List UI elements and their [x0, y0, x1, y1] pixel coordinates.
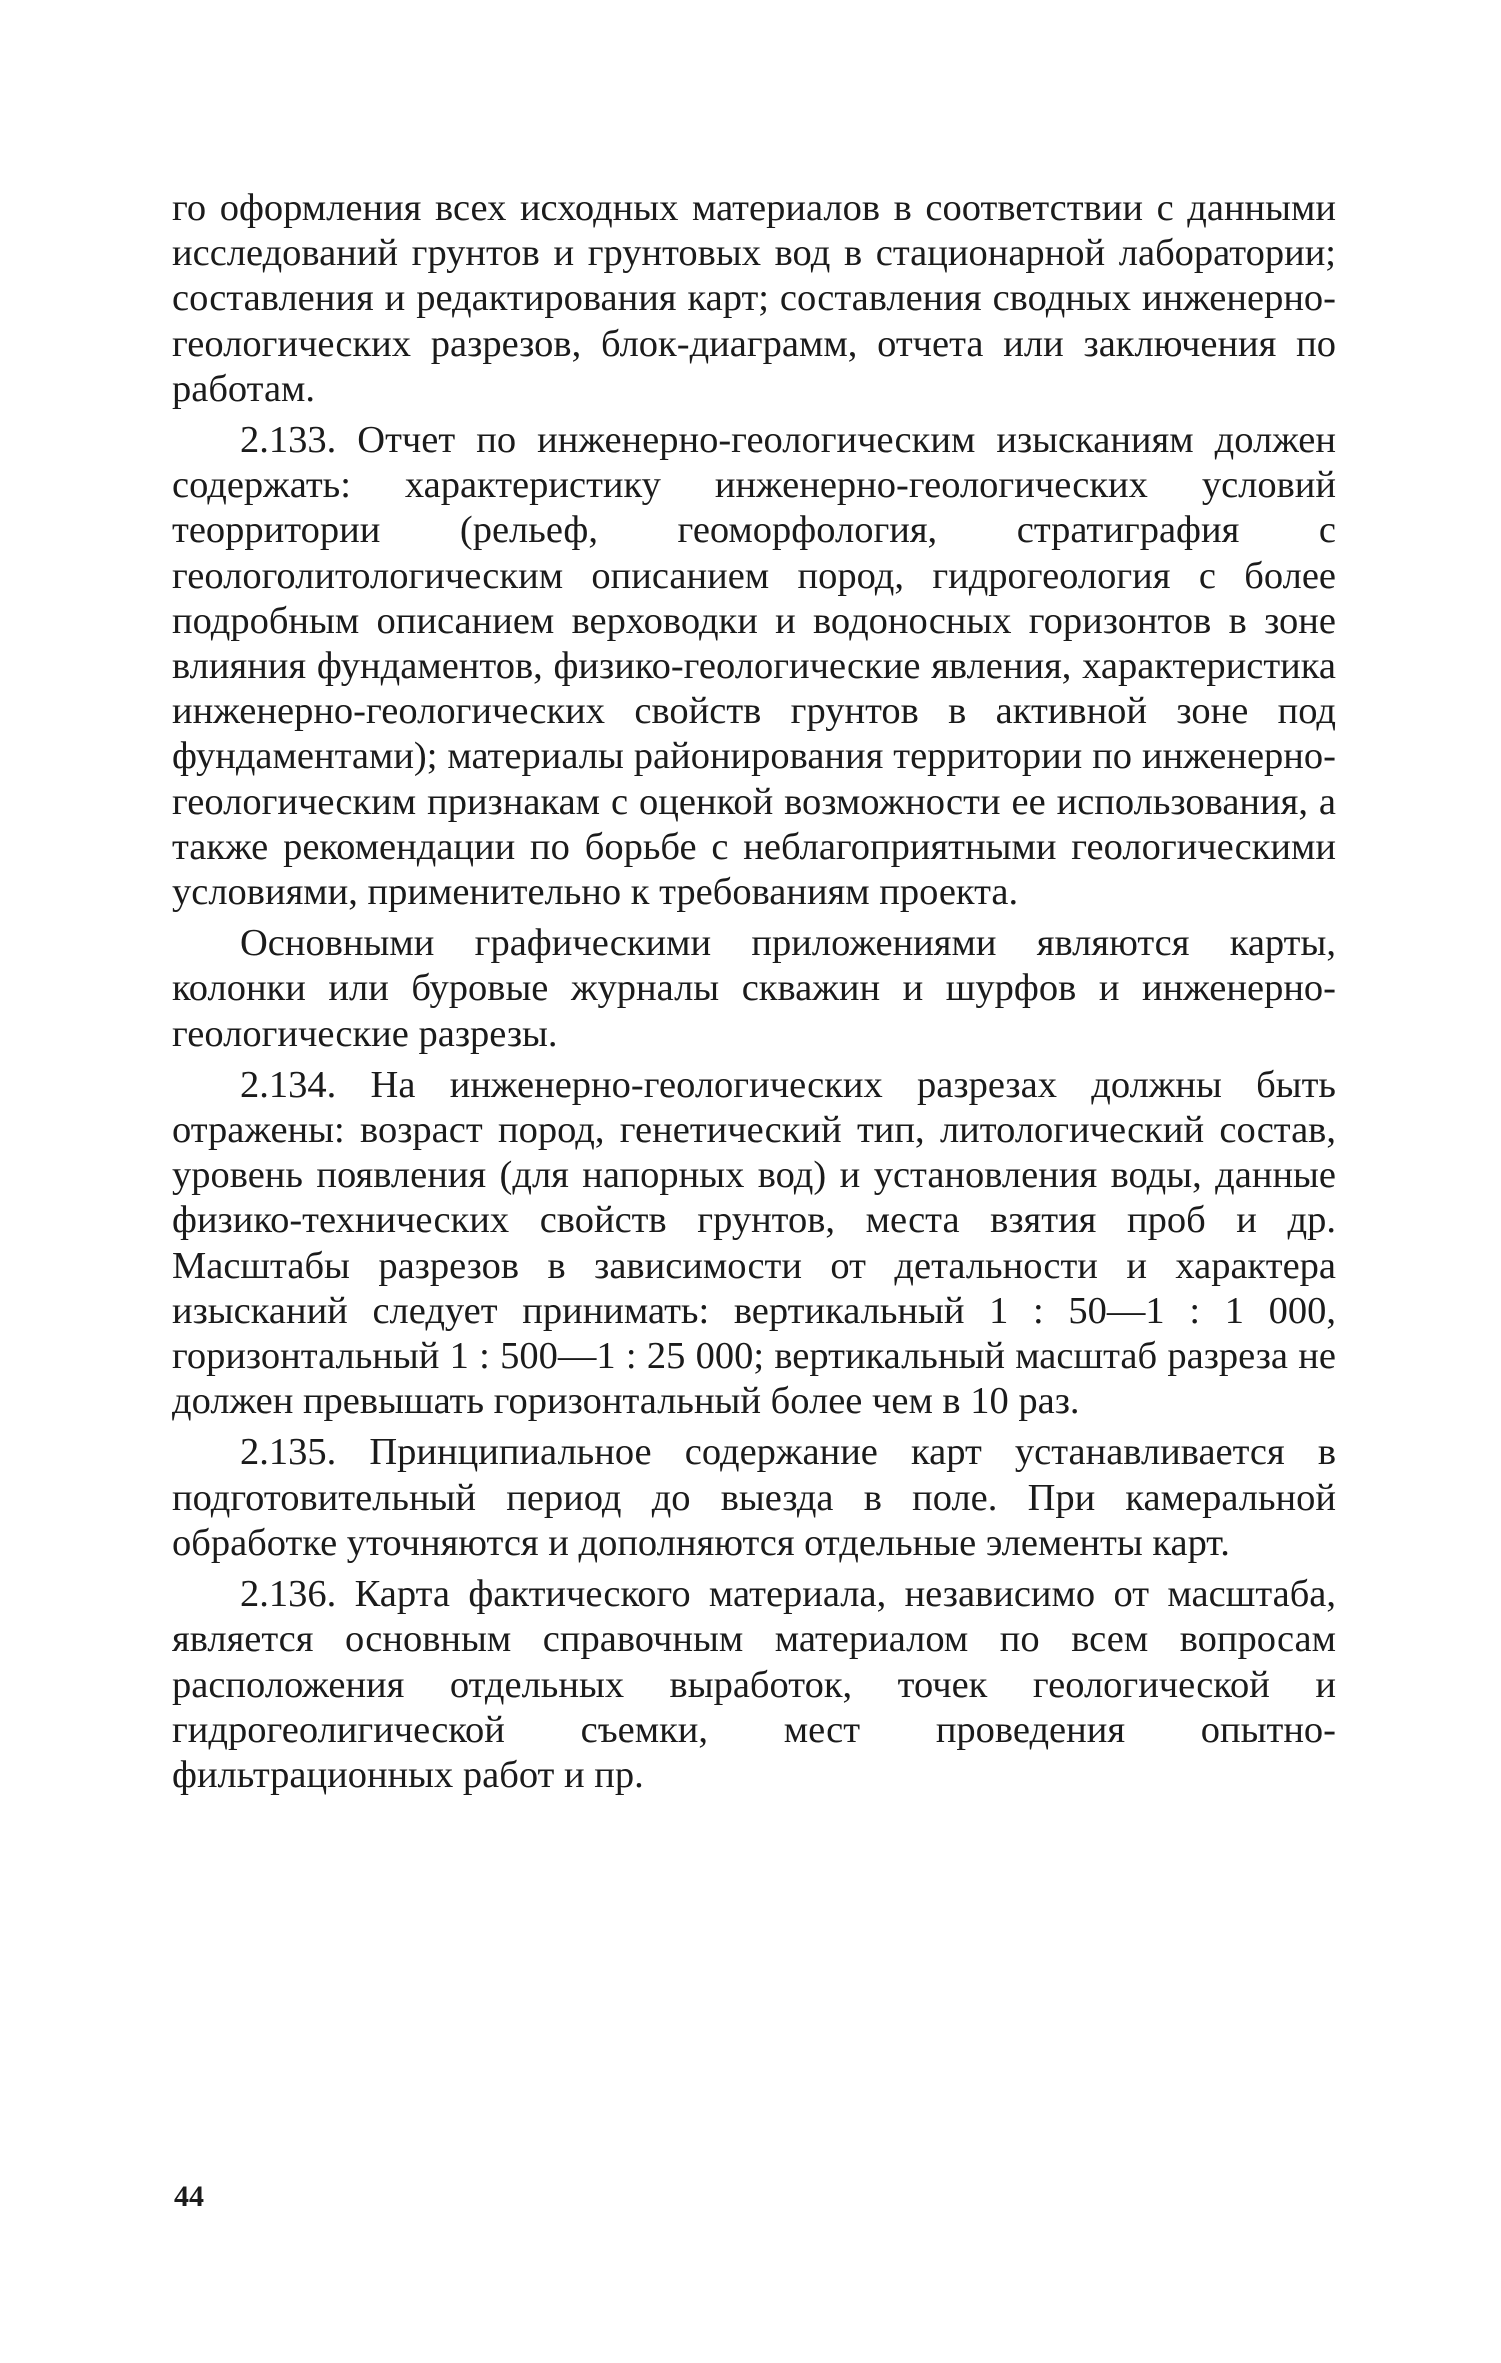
paragraph-continuation: го оформления всех исходных материалов в соответствии с данными исследований грунтов и грунтовых вод в стационарной лаборатории; составления и редактирования карт; составления сводных инженерно-геологических разрезов, блок-диаграмм, отчета или заключения по работам. [172, 187, 1336, 410]
paragraph-2-134: 2.134. На инженерно-геологических разрезах должны быть отражены: возраст пород, генетический тип, литологический состав, уровень появления (для напорных вод) и установления воды, данные физико-технических свойств грунтов, места взятия проб и др. Масштабы разрезов в зависимости от детальности и характера изысканий следует принимать: вертикальный 1 : 50—1 : 1 000, горизонтальный 1 : 500—1 : 25 000; вертикальный масштаб разреза не должен превышать горизонтальный более чем в 10 раз. [172, 1063, 1336, 1423]
paragraph-graphic-appendices: Основными графическими приложениями являются карты, колонки или буровые журналы скважин и шурфов и инженерно-геологические разрезы. [172, 922, 1336, 1055]
paragraph-2-133: 2.133. Отчет по инженерно-геологическим изысканиям должен содержать: характеристику инженерно-геологических условий теорритории (рельеф, геоморфология, стратиграфия с геологолитологическим описанием пород, гидрогеология с более подробным описанием верховодки и водоносных горизонтов в зоне влияния фундаментов, физико-геологические явления, характеристика инженерно-геологических свойств грунтов в активной зоне под фундаментами); материалы районирования территории по инженерно-геологическим признакам с оценкой возможности ее использования, а также рекомендации по борьбе с неблагоприятными геологическими условиями, применительно к требованиям проекта. [172, 419, 1336, 914]
body-text [172, 186, 1336, 1804]
paragraph-2-136: 2.136. Карта фактического материала, независимо от масштаба, является основным справочным материалом по всем вопросам расположения отдельных выработок, точек геологической и гидрогеолигической съемки, мест проведения опытно-фильтрационных работ и пр. [172, 1573, 1336, 1796]
paragraph-2-135: 2.135. Принципиальное содержание карт устанавливается в подготовительный период до выезда в поле. При камеральной обработке уточняются и дополняются отдельные элементы карт. [172, 1431, 1336, 1564]
page-number: 44 [174, 2180, 204, 2213]
